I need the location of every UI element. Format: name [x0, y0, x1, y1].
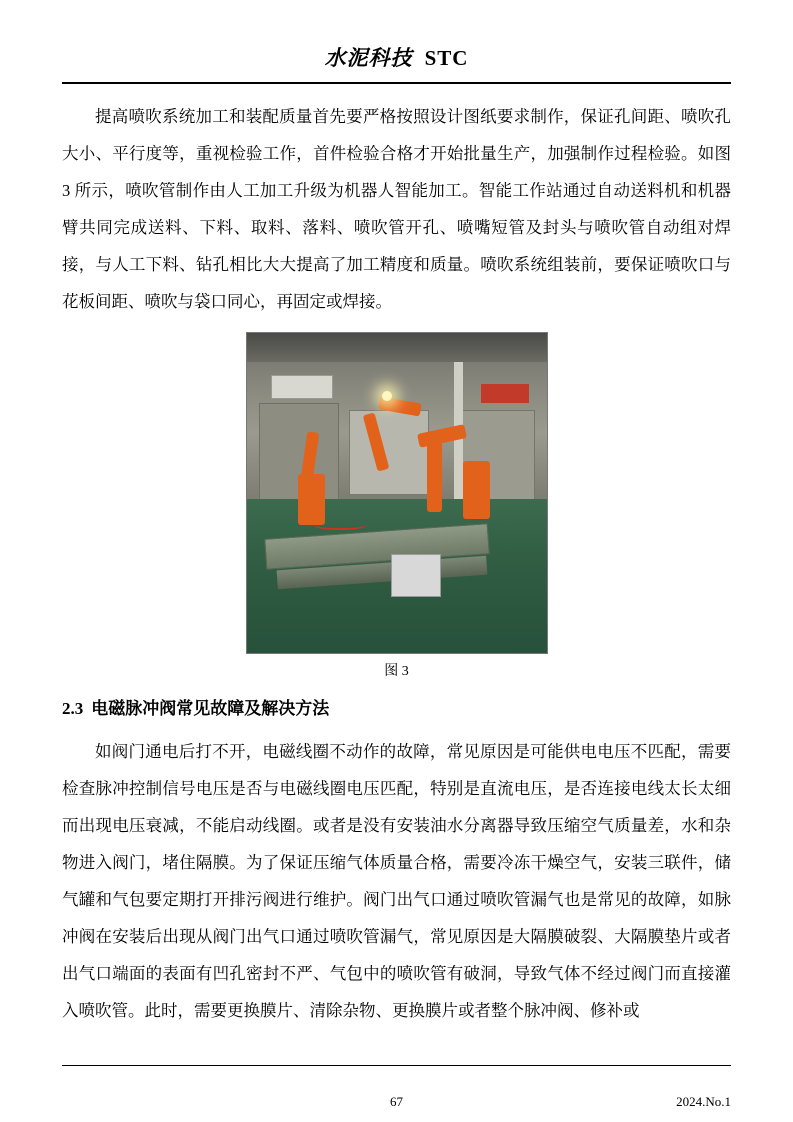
journal-title-cn: 水泥科技: [324, 45, 413, 70]
page-number: 67: [390, 1094, 403, 1109]
section-title: 电磁脉冲阀常见故障及解决方法: [91, 699, 330, 718]
header-divider: [62, 82, 731, 84]
robot-arm-4-base: [463, 461, 490, 519]
workshop-sign: [271, 375, 333, 399]
footer-divider: [62, 1065, 731, 1066]
page-content: [62, 0, 731, 1122]
body-paragraph-2: 如阀门通电后打不开，电磁线圈不动作的故障，常见原因是可能供电电压不匹配，需要检查脉冲控制信号电压是否与电磁线圈电压匹配，特别是直流电压，是否连接电线太长太细而出现电压衰减，不能启动线圈。或者是没有安装油水分离器导致压缩空气质量差，水和杂物进入阀门，堵住隔膜。为了保证压缩气体质量合格，需要冷冻干燥空气，安装三联件，储气罐和气包要定期打开排污阀进行维护。阀门出气口通过喷吹管漏气也是常见的故障，如脉冲阀在安装后出现从阀门出气口通过喷吹管漏气，常见原因是大隔膜破裂、大隔膜垫片或者出气口端面的表面有凹孔密封不严、气包中的喷吹管有破洞，导致气体不经过阀门而直接灌入喷吹管。此时，需要更换膜片、清除杂物、更换膜片或者整个脉冲阀、修补或: [62, 742, 731, 1020]
power-cable: [313, 515, 367, 530]
robot-welding-workstation-photo: [246, 332, 548, 654]
figure-block: [62, 332, 731, 680]
robot-arm-3-link: [427, 442, 442, 512]
red-banner: [481, 384, 529, 403]
page-header: [62, 0, 731, 72]
body-paragraph-1-container: [62, 98, 731, 320]
ceiling-beam: [247, 333, 547, 362]
figure-caption: 图 3: [384, 664, 409, 679]
body-paragraph-2-container: [62, 733, 731, 1029]
journal-title-abbr: STC: [424, 46, 469, 70]
machine-panel-center: [349, 410, 429, 495]
issue-label: 2024.No.1: [676, 1094, 731, 1109]
welding-spark: [382, 391, 392, 401]
section-heading: [62, 694, 731, 719]
body-paragraph-1: 提高喷吹系统加工和装配质量首先要严格按照设计图纸要求制作，保证孔间距、喷吹孔大小、平行度等，重视检验工作，首件检验合格才开始批量生产，加强制作过程检验。如图 3 所示，喷吹管制作由人工加工升级为机器人智能加工。智能工作站通过自动送料机和机器臂共同完成送料、下料、取料、落料、喷吹管开孔、喷嘴短管及封头与喷吹管自动组对焊接，与人工下料、钻孔相比大大提高了加工精度和质量。喷吹系统组装前，要保证喷吹口与花板间距、喷吹与袋口同心，再固定或焊接。: [62, 107, 731, 311]
material-cart: [391, 554, 441, 598]
section-number: 2.3: [62, 699, 84, 718]
